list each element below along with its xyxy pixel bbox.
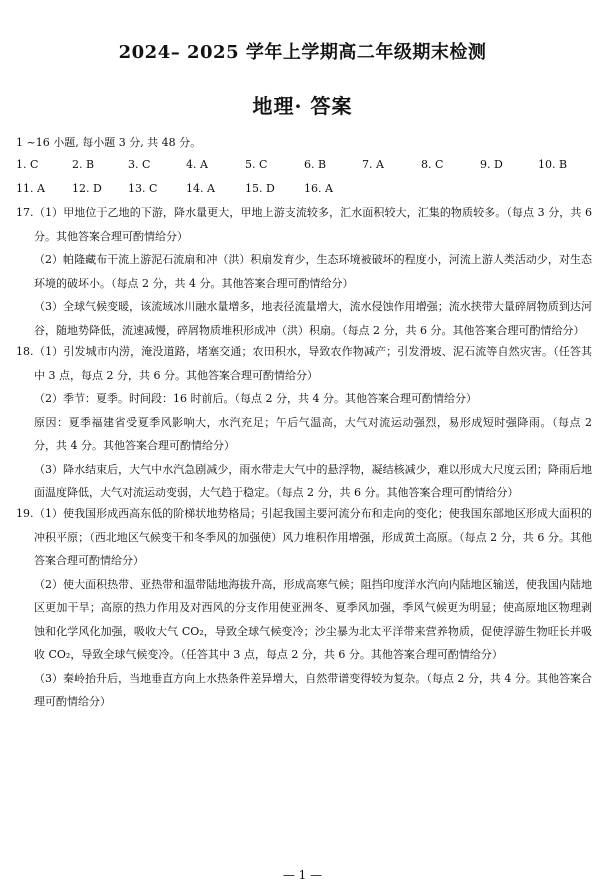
question-17	[16, 201, 592, 342]
answer-paragraph: （3）全球气候变暖，该流域冰川融水量增多，地表径流量增大，流水侵蚀作用增强；流水挟带大量碎屑物质到达河谷，随地势降低，流速减慢，碎屑物质堆积形成冲（洪）积扇。（每点 2 分，共 6 分。其他答案合理可酌情给分）	[34, 300, 592, 337]
choice-answer: 9. D	[480, 158, 503, 171]
answer-paragraph: （1）使我国形成西高东低的阶梯状地势格局；引起我国主要河流分布和走向的变化；使我国东部地区形成大面积的冲积平原；（西北地区气候变干和冬季风的加强使）风力堆积作用增强，形成黄土高原。（每点 2 分，共 6 分。其他答案合理可酌情给分）	[34, 507, 592, 567]
answer-paragraph: （1）引发城市内涝，淹没道路，堵塞交通；农田积水，导致农作物减产；引发滑坡、泥石流等自然灾害。（任答其中 3 点，每点 2 分，共 6 分。其他答案合理可酌情给分）	[34, 345, 592, 382]
answer-paragraph: （3）降水结束后，大气中水汽急剧减少，雨水带走大气中的悬浮物，凝结核减少，难以形成大尺度云团；降雨后地面温度降低，大气对流运动变弱，大气趋于稳定。（每点 2 分，共 6 分。其他答案合理可酌情给分）	[34, 462, 592, 499]
question-number: 17.	[16, 206, 34, 219]
choice-answer: 10. B	[538, 158, 568, 171]
answer-paragraph: （2）季节：夏季。时间段：16 时前后。（每点 2 分，共 4 分。其他答案合理可酌情给分）	[34, 392, 477, 405]
choice-answer: 3. C	[128, 158, 151, 171]
choice-answer: 7. A	[362, 158, 384, 171]
scoring-note: 1 ~16 小题, 每小题 3 分, 共 48 分。	[16, 136, 202, 149]
answer-paragraph: （2）使大面积热带、亚热带和温带陆地海拔升高，形成高寒气候；阻挡印度洋水汽向内陆地区输送，使我国内陆地区更加干旱；高原的热力作用及对西风的分支作用使亚洲冬、夏季风加强，季风气候更为明显；使高原地区物理剥蚀和化学风化加强，吸收大气 CO₂，导致全球气候变冷；沙尘暴为北太平洋带来营养物质，促使浮游生物旺长并吸收 CO₂，导致全球气候变冷。（任答其中 3 点，每点 2 分，共 6 分。其他答案合理可酌情给分）	[34, 577, 592, 661]
answer-paragraph: （2）帕隆藏布干流上游泥石流扇和冲（洪）积扇发育少，生态环境被破坏的程度小，河流上游人类活动少，对生态环境的破坏小。（每点 2 分，共 4 分。其他答案合理可酌情给分）	[34, 253, 592, 290]
choice-answer: 15. D	[245, 182, 275, 195]
page-number: — 1 —	[282, 868, 323, 882]
choice-answer: 2. B	[72, 158, 95, 171]
choice-answer: 8. C	[421, 158, 444, 171]
choice-answer: 1. C	[16, 158, 39, 171]
exam-title: 2024– 2025 学年上学期高二年级期末检测	[118, 42, 487, 63]
answer-paragraph: 原因：夏季福建省受夏季风影响大，水汽充足；午后气温高，大气对流运动强烈，易形成短时强降雨。（每点 2 分，共 4 分。其他答案合理可酌情给分）	[34, 415, 592, 452]
choice-answer: 6. B	[304, 158, 327, 171]
choice-answer: 13. C	[128, 182, 158, 195]
choice-answer: 4. A	[186, 158, 208, 171]
choice-answer: 5. C	[245, 158, 268, 171]
question-19	[16, 502, 592, 714]
question-number: 18.	[16, 345, 34, 358]
choice-answer: 14. A	[186, 182, 215, 195]
answer-paragraph: （3）秦岭抬升后，当地垂直方向上水热条件差异增大，自然带谱变得较为复杂。（每点 2 分，共 4 分。其他答案合理可酌情给分）	[34, 671, 592, 708]
answer-subtitle: 地理· 答案	[252, 94, 353, 118]
question-number: 19.	[16, 507, 34, 520]
choice-answer: 11. A	[16, 182, 45, 195]
answer-paragraph: （1）甲地位于乙地的下游，降水量更大，甲地上游支流较多，汇水面积较大，汇集的物质较多。（每点 3 分，共 6 分。其他答案合理可酌情给分）	[34, 206, 592, 243]
choice-answer: 12. D	[72, 182, 102, 195]
choice-answer: 16. A	[304, 182, 333, 195]
question-18	[16, 340, 592, 505]
